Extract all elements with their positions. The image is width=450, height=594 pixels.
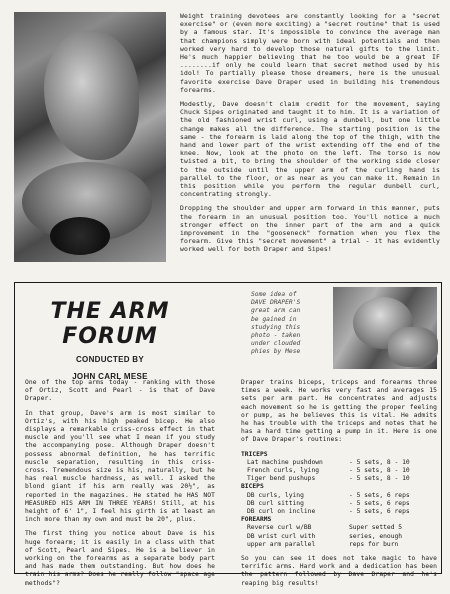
routine-sets: Super setted 5 (349, 524, 403, 532)
routine-sets: series, enough (349, 532, 403, 540)
routine-exercise: DB curls, lying (247, 491, 304, 499)
photo-dumbbell-shape (50, 217, 110, 255)
routine-exercise: Lat machine pushdown (247, 458, 323, 466)
routine-sets: - 5 sets, 6 reps (349, 508, 410, 516)
top-article (180, 12, 440, 260)
routine-row (241, 508, 437, 516)
routine-sets: - 5 sets, 8 - 10 (349, 458, 410, 466)
routine-sets: reps for burn (349, 540, 399, 548)
photo-caption (251, 291, 331, 357)
top-paragraph-3: Dropping the shoulder and upper arm forward in this manner, puts the forearm in an unusual position too. You'll notice a much stronger effect on the inner part of the arm and a quick improvement in the "gooseneck" formation when you flex the forearm. Give this "secret movement" a trial - it has evidently worked well for both Draper and Sipes! (180, 204, 440, 254)
routine-row (241, 467, 437, 475)
routine-row (241, 524, 437, 532)
routine-exercise: DB wrist curl with (247, 532, 316, 540)
forum-closing: So you can see it does not take magic to have terrific arms. Hard work and a dedication has been the pattern followed by Dave Draper and he's reaping big results! (241, 555, 437, 587)
forum-author: JOHN CARL MESE (72, 372, 148, 381)
routine-row (241, 475, 437, 483)
top-paragraph-2: Modestly, Dave doesn't claim credit for the movement, saying Chuck Sipes originated and taught it to him. It is a variation of the old fashioned wrist curl, using a dunbell, but one little change makes all the difference. The starting position is the same - the forearm is laid along the top of the thigh, with the hand and lower part of the wrist extending off the end of the knee. Now, look at the photo on the left. The torso is now twisted a bit, to bring the shoulder of the working side closer to the outside until the upper arm of the curling hand is parallel to the floor, or as near as you can make it. Remain in this position while you perform the regular dunbell curl, concentrating strongly. (180, 100, 440, 199)
forum-right-column (241, 379, 437, 594)
routine-row (241, 541, 437, 549)
caption-line: phies by Mese (251, 348, 301, 356)
caption-line: under clouded (251, 340, 301, 348)
forum-intro: Draper trains biceps, triceps and forearms three times a week. He works very fast and averages 15 sets per arm part. He concentrates and adjusts each movement so he is getting the proper feeling or pump, as he believes this is vital. He admits he has trouble with the triceps and notes that he has a hard time getting a pump in it. Here is one of Dave Draper's routines: (241, 379, 437, 444)
routine-sets: - 5 sets, 8 - 10 (349, 475, 410, 483)
routine-category: BICEPS (241, 483, 264, 491)
caption-line: great arm can (251, 307, 301, 315)
photo-arm-shape (44, 30, 139, 160)
caption-line: Some idea of (251, 291, 297, 298)
forearm-photo (14, 12, 166, 262)
caption-line: DAVE DRAPER'S (251, 299, 301, 307)
routine-sets: - 5 sets, 8 - 10 (349, 467, 410, 475)
top-paragraph-1: Weight training devotees are constantly looking for a "secret exercise" or (even more exciting) a "secret routine" that is used by a famous star. It's impossible to convince the average man that champions simply were born with ideal potentials and then worked very hard to develop those natural gifts to the limit. He's much happier believing that he too would be a great IF ........if only he could learn that secret method used by his idol! To partially please those dreamers, here is the unusual favorite exercise Dave Draper used in building his tremendous forearms. (180, 12, 440, 94)
forum-header (35, 299, 185, 381)
routine-exercise: French curls, lying (247, 467, 320, 475)
routine-exercise: DB curl sitting (247, 499, 304, 507)
forum-paragraph-3: The first thing you notice about Dave is his huge forearm; it is easily in a class with that of Scott, Pearl and Sipes. He is a believer in working on the forearms as a separate body part and has made them outstanding. But how does he train his arms? Does he really follow "space age methods"? (25, 530, 215, 587)
forum-paragraph-2: In that group, Dave's arm is most similar to Ortiz's, with his high peaked bicep. He also displays a remarkable criss-cross effect in that muscle and you'll see what I mean if you study the accompanying pose. Although Draper doesn't possess abnormal definition, he has terrific muscle separation, resulting in this criss-cross. Tremendous size is his, naturally, but he has real muscle hardness, as well. I asked the blond giant if his arm really was 20½", as reported in the magazines. He stated he HAS NOT MEASURED HIS ARM IN THREE YEARS! Still, at his height of 6' 1", I feel his girth is at least an inch more than my own and must be 20", plus. (25, 409, 215, 524)
forum-left-column (25, 379, 215, 594)
routine-row (241, 533, 437, 541)
forum-paragraph-1: One of the top arms today - ranking with those of Ortiz, Scott and Pearl - is that of Dave Draper. (25, 379, 215, 403)
caption-line: be gained in (251, 315, 297, 323)
routine-sets: - 5 sets, 6 reps (349, 491, 410, 499)
routine-exercise: Tiger bend pushups (247, 475, 316, 483)
routine-exercise: DB curl on incline (247, 508, 316, 516)
forum-title: THE ARM FORUM (50, 299, 170, 349)
caption-line: studying this (251, 323, 301, 331)
photo-shoulder-shape (388, 327, 438, 367)
draper-photo (333, 287, 437, 369)
routine-category: FOREARMS (241, 516, 272, 524)
routine-table (241, 451, 437, 549)
routine-exercise: Reverse curl w/BB (247, 524, 312, 532)
routine-row (241, 492, 437, 500)
routine-exercise: upper arm parallel (247, 540, 316, 548)
caption-line: photo - taken (251, 332, 301, 340)
forum-subtitle: CONDUCTED BY (75, 355, 145, 364)
routine-sets: - 5 sets, 6 reps (349, 499, 410, 507)
routine-row (241, 500, 437, 508)
routine-row (241, 459, 437, 467)
arm-forum-box (14, 282, 442, 587)
routine-category: TRICEPS (241, 450, 268, 458)
